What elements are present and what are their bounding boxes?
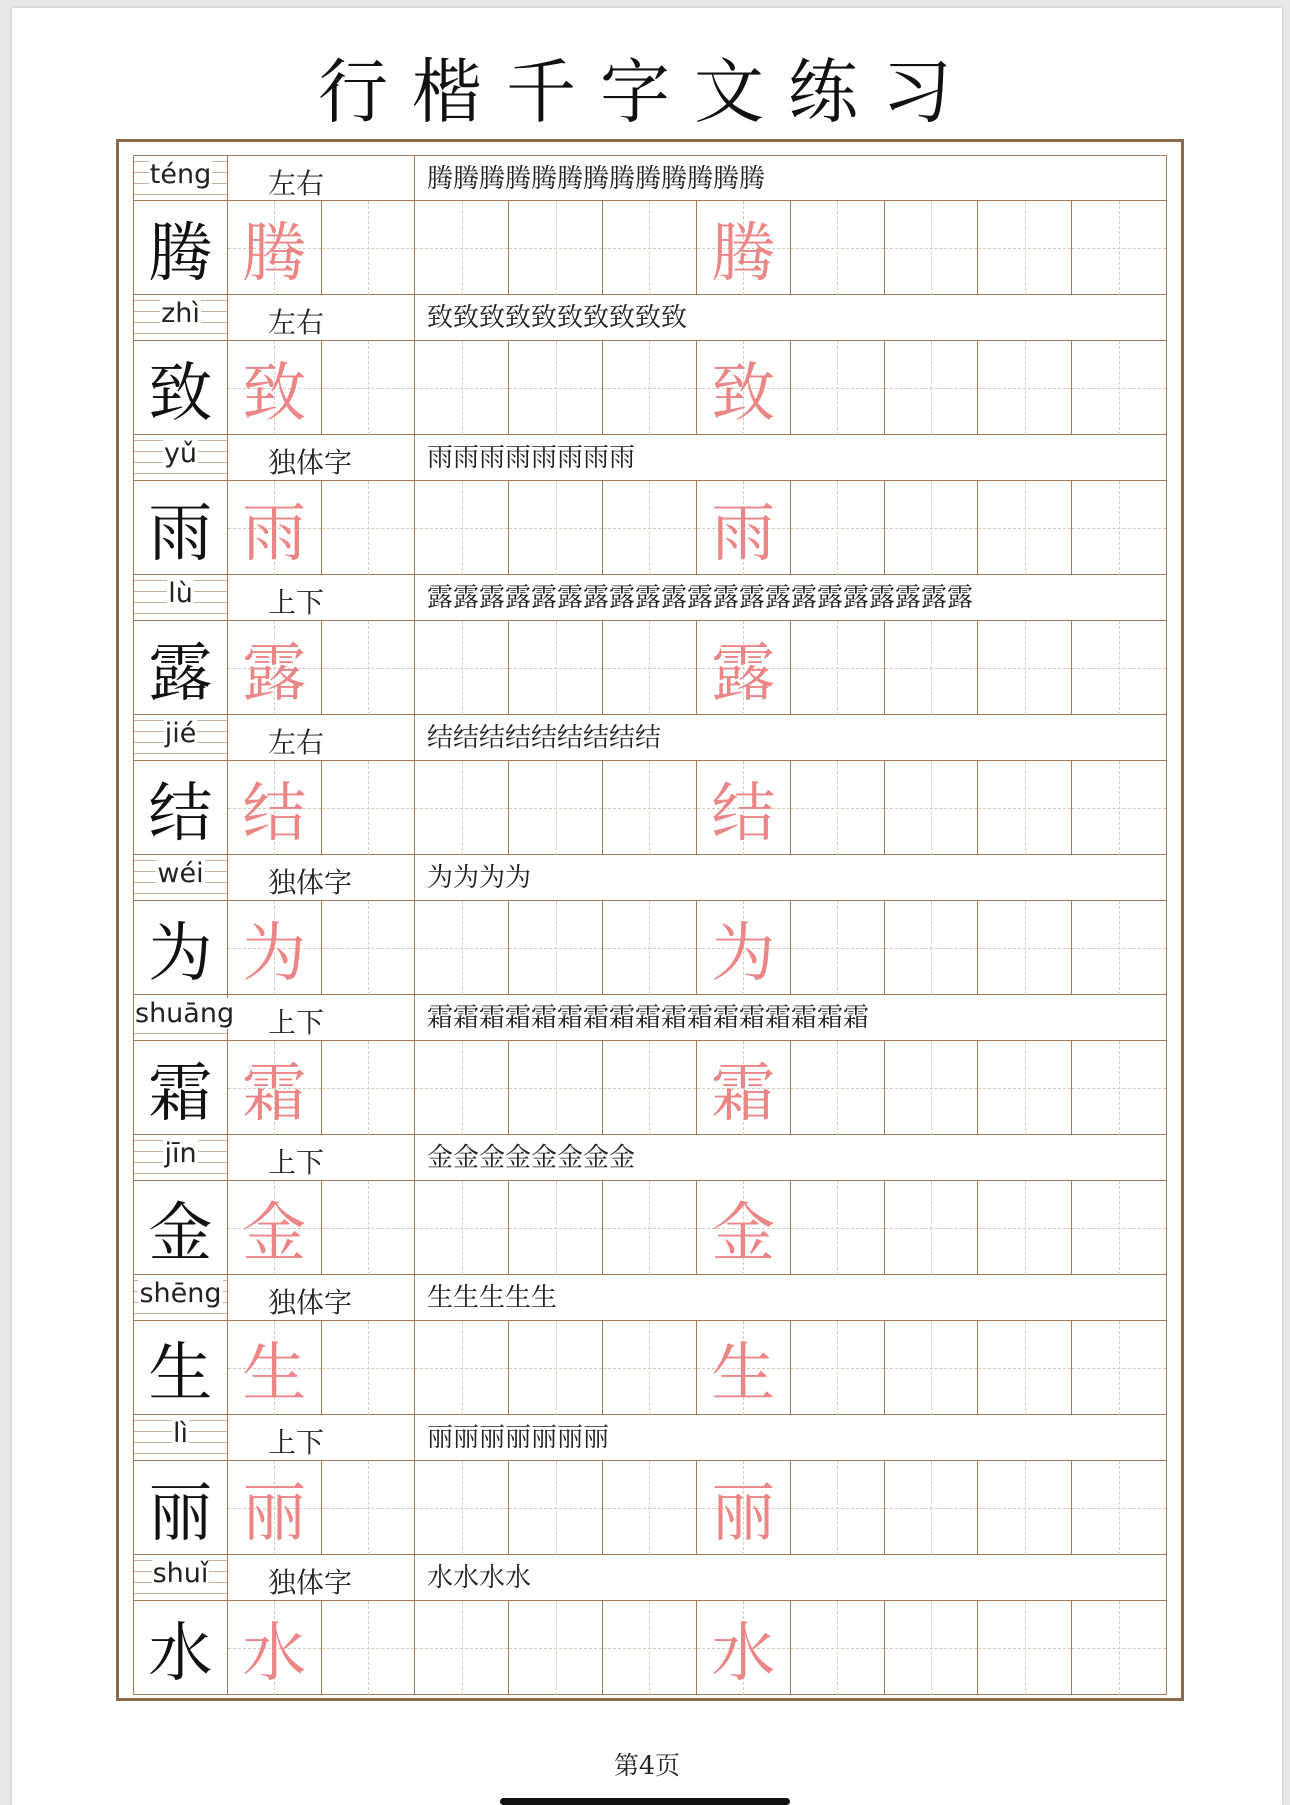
- page-number: 第4页: [614, 1751, 680, 1780]
- trace-char: 露: [711, 637, 776, 711]
- model-char: 露: [148, 637, 213, 711]
- stroke-order: [415, 855, 1166, 900]
- practice-cell[interactable]: [978, 1601, 1072, 1695]
- char-row: [133, 1181, 1167, 1275]
- practice-cell[interactable]: [978, 1461, 1072, 1555]
- practice-cell[interactable]: [885, 1461, 979, 1555]
- practice-cell[interactable]: [791, 201, 885, 295]
- practice-cell[interactable]: [885, 761, 979, 855]
- trace-char: 水: [711, 1617, 776, 1691]
- practice-cell[interactable]: [228, 1041, 322, 1135]
- practice-cell[interactable]: [697, 761, 791, 855]
- stroke-order-text: 雨雨雨雨雨雨雨雨: [427, 443, 636, 473]
- practice-cell[interactable]: [791, 1181, 885, 1275]
- trace-char: 致: [242, 357, 307, 431]
- stroke-order-text: 金金金金金金金金: [427, 1143, 636, 1173]
- pinyin-text: yǔ: [163, 438, 198, 469]
- practice-cell[interactable]: [885, 621, 979, 715]
- pinyin-label: [134, 156, 228, 200]
- practice-cell[interactable]: [509, 621, 603, 715]
- practice-cell[interactable]: [1072, 761, 1166, 855]
- stroke-order-text: 水水水水: [427, 1563, 532, 1593]
- practice-cell[interactable]: [978, 341, 1072, 435]
- model-char-cell: [134, 481, 228, 575]
- trace-char: 结: [242, 777, 307, 851]
- stroke-order: [415, 1415, 1166, 1460]
- practice-cell[interactable]: [885, 1601, 979, 1695]
- practice-cell[interactable]: [415, 761, 509, 855]
- practice-cell[interactable]: [697, 481, 791, 575]
- practice-cell[interactable]: [885, 1041, 979, 1135]
- model-char-cell: [134, 1601, 228, 1695]
- model-char-cell: [134, 901, 228, 995]
- stroke-order: [415, 995, 1166, 1040]
- practice-cell[interactable]: [1072, 1601, 1166, 1695]
- practice-cell[interactable]: [415, 1321, 509, 1415]
- practice-cell[interactable]: [415, 1601, 509, 1695]
- trace-char: 雨: [711, 497, 776, 571]
- pinyin-text: shuāng: [135, 998, 235, 1029]
- practice-cell[interactable]: [322, 341, 416, 435]
- practice-grid: [133, 155, 1167, 1695]
- practice-cell[interactable]: [791, 1041, 885, 1135]
- practice-cell[interactable]: [697, 1041, 791, 1135]
- char-row: [133, 621, 1167, 715]
- structure-label: 左右: [228, 156, 415, 200]
- practice-cell[interactable]: [228, 761, 322, 855]
- model-char-cell: [134, 1461, 228, 1555]
- char-row: [133, 1041, 1167, 1135]
- pinyin-label: [134, 295, 228, 340]
- pinyin-text: wéi: [157, 858, 204, 889]
- practice-cell[interactable]: [978, 901, 1072, 995]
- practice-cell[interactable]: [322, 1041, 416, 1135]
- practice-cell[interactable]: [1072, 481, 1166, 575]
- practice-cell[interactable]: [791, 341, 885, 435]
- stroke-order: [415, 575, 1166, 620]
- structure-label: 独体字: [228, 435, 415, 480]
- stroke-order: [415, 1555, 1166, 1600]
- practice-cell[interactable]: [885, 201, 979, 295]
- practice-cell[interactable]: [791, 1321, 885, 1415]
- char-row: [133, 1601, 1167, 1695]
- trace-char: 金: [242, 1197, 307, 1271]
- practice-cell[interactable]: [228, 1461, 322, 1555]
- practice-cell[interactable]: [603, 761, 697, 855]
- char-row: [133, 481, 1167, 575]
- practice-cell[interactable]: [228, 481, 322, 575]
- practice-cell[interactable]: [1072, 1321, 1166, 1415]
- practice-cell[interactable]: [415, 341, 509, 435]
- practice-cell[interactable]: [791, 621, 885, 715]
- practice-cell[interactable]: [1072, 1041, 1166, 1135]
- practice-cell[interactable]: [322, 901, 416, 995]
- pinyin-label: [134, 435, 228, 480]
- practice-cell[interactable]: [697, 201, 791, 295]
- info-row: [133, 855, 1167, 901]
- practice-cell[interactable]: [322, 761, 416, 855]
- info-row: [133, 1275, 1167, 1321]
- practice-cell[interactable]: [978, 201, 1072, 295]
- char-row: [133, 761, 1167, 855]
- pinyin-label: [134, 575, 228, 620]
- stroke-order-text: 致致致致致致致致致致: [427, 303, 688, 333]
- trace-char: 为: [711, 917, 776, 991]
- info-row: [133, 295, 1167, 341]
- practice-cell[interactable]: [885, 1321, 979, 1415]
- practice-cell[interactable]: [415, 1041, 509, 1135]
- info-row: [133, 435, 1167, 481]
- info-row: [133, 1555, 1167, 1601]
- trace-char: 致: [711, 357, 776, 431]
- practice-cell[interactable]: [415, 1461, 509, 1555]
- stroke-order: [415, 435, 1166, 480]
- info-row: [133, 575, 1167, 621]
- trace-char: 为: [242, 917, 307, 991]
- practice-cell[interactable]: [228, 1181, 322, 1275]
- model-char: 腾: [148, 217, 213, 291]
- info-row: [133, 715, 1167, 761]
- practice-cell[interactable]: [228, 621, 322, 715]
- pinyin-text: jié: [164, 718, 197, 749]
- practice-cell[interactable]: [509, 1321, 603, 1415]
- practice-cell[interactable]: [603, 201, 697, 295]
- model-char: 为: [148, 917, 213, 991]
- practice-cell[interactable]: [603, 901, 697, 995]
- model-char-cell: [134, 1321, 228, 1415]
- pinyin-text: lì: [172, 1418, 188, 1449]
- practice-cell[interactable]: [509, 481, 603, 575]
- practice-cell[interactable]: [791, 481, 885, 575]
- model-char-cell: [134, 761, 228, 855]
- stroke-order: [415, 715, 1166, 760]
- structure-label: 独体字: [228, 1555, 415, 1600]
- stroke-order: [415, 156, 1166, 200]
- practice-cell[interactable]: [791, 1601, 885, 1695]
- trace-char: 雨: [242, 497, 307, 571]
- model-char: 金: [148, 1197, 213, 1271]
- practice-cell[interactable]: [697, 1321, 791, 1415]
- practice-cell[interactable]: [697, 1181, 791, 1275]
- trace-char: 结: [711, 777, 776, 851]
- practice-cell[interactable]: [415, 901, 509, 995]
- stroke-order-text: 腾腾腾腾腾腾腾腾腾腾腾腾腾: [427, 164, 766, 194]
- practice-cell[interactable]: [322, 621, 416, 715]
- practice-cell[interactable]: [1072, 341, 1166, 435]
- practice-cell[interactable]: [1072, 1461, 1166, 1555]
- practice-cell[interactable]: [978, 1321, 1072, 1415]
- practice-cell[interactable]: [415, 481, 509, 575]
- pinyin-text: shēng: [139, 1278, 222, 1309]
- model-char-cell: [134, 201, 228, 295]
- practice-cell[interactable]: [322, 201, 416, 295]
- practice-cell[interactable]: [415, 621, 509, 715]
- model-char-cell: [134, 1181, 228, 1275]
- practice-cell[interactable]: [509, 1181, 603, 1275]
- trace-char: 水: [242, 1617, 307, 1691]
- practice-cell[interactable]: [697, 1601, 791, 1695]
- stroke-order: [415, 1275, 1166, 1320]
- trace-char: 露: [242, 637, 307, 711]
- structure-label: 上下: [228, 1135, 415, 1180]
- trace-char: 丽: [711, 1477, 776, 1551]
- practice-cell[interactable]: [885, 341, 979, 435]
- practice-cell[interactable]: [603, 1601, 697, 1695]
- trace-char: 霜: [242, 1057, 307, 1131]
- practice-cell[interactable]: [322, 1321, 416, 1415]
- pinyin-label: [134, 855, 228, 900]
- structure-label: 独体字: [228, 855, 415, 900]
- info-row: [133, 1415, 1167, 1461]
- practice-cell[interactable]: [791, 901, 885, 995]
- model-char-cell: [134, 1041, 228, 1135]
- char-row: [133, 901, 1167, 995]
- practice-cell[interactable]: [1072, 201, 1166, 295]
- pinyin-text: téng: [149, 159, 212, 190]
- pinyin-label: [134, 1415, 228, 1460]
- pinyin-text: zhì: [161, 298, 200, 329]
- practice-cell[interactable]: [415, 201, 509, 295]
- practice-cell[interactable]: [1072, 1181, 1166, 1275]
- practice-cell[interactable]: [603, 1461, 697, 1555]
- trace-char: 腾: [242, 217, 307, 291]
- practice-cell[interactable]: [509, 1461, 603, 1555]
- pinyin-label: [134, 1275, 228, 1320]
- practice-cell[interactable]: [697, 621, 791, 715]
- practice-cell[interactable]: [978, 1181, 1072, 1275]
- model-char: 生: [148, 1337, 213, 1411]
- practice-cell[interactable]: [322, 1181, 416, 1275]
- practice-cell[interactable]: [885, 901, 979, 995]
- pinyin-label: [134, 995, 235, 1040]
- char-row: [133, 1461, 1167, 1555]
- practice-cell[interactable]: [228, 1601, 322, 1695]
- stroke-order-text: 为为为为: [427, 863, 532, 893]
- practice-cell[interactable]: [228, 341, 322, 435]
- model-char: 水: [148, 1617, 213, 1691]
- stroke-order-text: 结结结结结结结结结: [427, 723, 662, 753]
- model-char: 致: [148, 357, 213, 431]
- practice-cell[interactable]: [1072, 901, 1166, 995]
- practice-frame: [116, 139, 1184, 1701]
- practice-cell[interactable]: [228, 1321, 322, 1415]
- practice-cell[interactable]: [978, 621, 1072, 715]
- stroke-order: [415, 295, 1166, 340]
- char-row: [133, 1321, 1167, 1415]
- practice-cell[interactable]: [603, 481, 697, 575]
- char-row: [133, 341, 1167, 435]
- practice-cell[interactable]: [697, 341, 791, 435]
- practice-cell[interactable]: [603, 1041, 697, 1135]
- model-char-cell: [134, 341, 228, 435]
- practice-cell[interactable]: [978, 761, 1072, 855]
- practice-cell[interactable]: [1072, 621, 1166, 715]
- practice-cell[interactable]: [885, 481, 979, 575]
- practice-cell[interactable]: [322, 1461, 416, 1555]
- practice-cell[interactable]: [509, 201, 603, 295]
- practice-cell[interactable]: [603, 341, 697, 435]
- structure-label: 独体字: [228, 1275, 415, 1320]
- model-char: 结: [148, 777, 213, 851]
- practice-cell[interactable]: [509, 341, 603, 435]
- practice-cell[interactable]: [322, 481, 416, 575]
- practice-cell[interactable]: [603, 1181, 697, 1275]
- trace-char: 金: [711, 1197, 776, 1271]
- structure-label: 上下: [228, 995, 415, 1040]
- stroke-order: [415, 1135, 1166, 1180]
- worksheet-page: [12, 8, 1282, 1805]
- model-char: 霜: [148, 1057, 213, 1131]
- practice-cell[interactable]: [509, 1041, 603, 1135]
- practice-cell[interactable]: [697, 901, 791, 995]
- practice-cell[interactable]: [885, 1181, 979, 1275]
- page-title: 行楷千字文练习: [318, 51, 976, 133]
- stroke-order-text: 霜霜霜霜霜霜霜霜霜霜霜霜霜霜霜霜霜: [427, 1003, 870, 1033]
- info-row: [133, 155, 1167, 201]
- model-char: 雨: [148, 497, 213, 571]
- stroke-order-text: 生生生生生: [427, 1283, 558, 1313]
- practice-cell[interactable]: [228, 901, 322, 995]
- char-row: [133, 201, 1167, 295]
- practice-cell[interactable]: [415, 1181, 509, 1275]
- practice-cell[interactable]: [322, 1601, 416, 1695]
- info-row: [133, 1135, 1167, 1181]
- pinyin-text: jīn: [164, 1138, 197, 1169]
- pinyin-text: shuǐ: [152, 1558, 209, 1589]
- practice-cell[interactable]: [978, 481, 1072, 575]
- trace-char: 腾: [711, 217, 776, 291]
- stroke-order-text: 丽丽丽丽丽丽丽: [427, 1423, 610, 1453]
- practice-cell[interactable]: [791, 1461, 885, 1555]
- practice-cell[interactable]: [697, 1461, 791, 1555]
- pinyin-label: [134, 715, 228, 760]
- practice-cell[interactable]: [509, 761, 603, 855]
- structure-label: 上下: [228, 1415, 415, 1460]
- practice-cell[interactable]: [791, 761, 885, 855]
- practice-cell[interactable]: [509, 1601, 603, 1695]
- pinyin-text: lù: [168, 578, 193, 609]
- model-char: 丽: [148, 1477, 213, 1551]
- info-row: [133, 995, 1167, 1041]
- trace-char: 生: [242, 1337, 307, 1411]
- pinyin-label: [134, 1135, 228, 1180]
- structure-label: 左右: [228, 295, 415, 340]
- practice-cell[interactable]: [509, 901, 603, 995]
- trace-char: 丽: [242, 1477, 307, 1551]
- structure-label: 上下: [228, 575, 415, 620]
- practice-cell[interactable]: [603, 1321, 697, 1415]
- practice-cell[interactable]: [603, 621, 697, 715]
- trace-char: 霜: [711, 1057, 776, 1131]
- trace-char: 生: [711, 1337, 776, 1411]
- stroke-order-text: 露露露露露露露露露露露露露露露露露露露露露: [427, 583, 974, 613]
- practice-cell[interactable]: [978, 1041, 1072, 1135]
- pinyin-label: [134, 1555, 228, 1600]
- scrollbar[interactable]: [500, 1798, 790, 1805]
- structure-label: 左右: [228, 715, 415, 760]
- model-char-cell: [134, 621, 228, 715]
- practice-cell[interactable]: [228, 201, 322, 295]
